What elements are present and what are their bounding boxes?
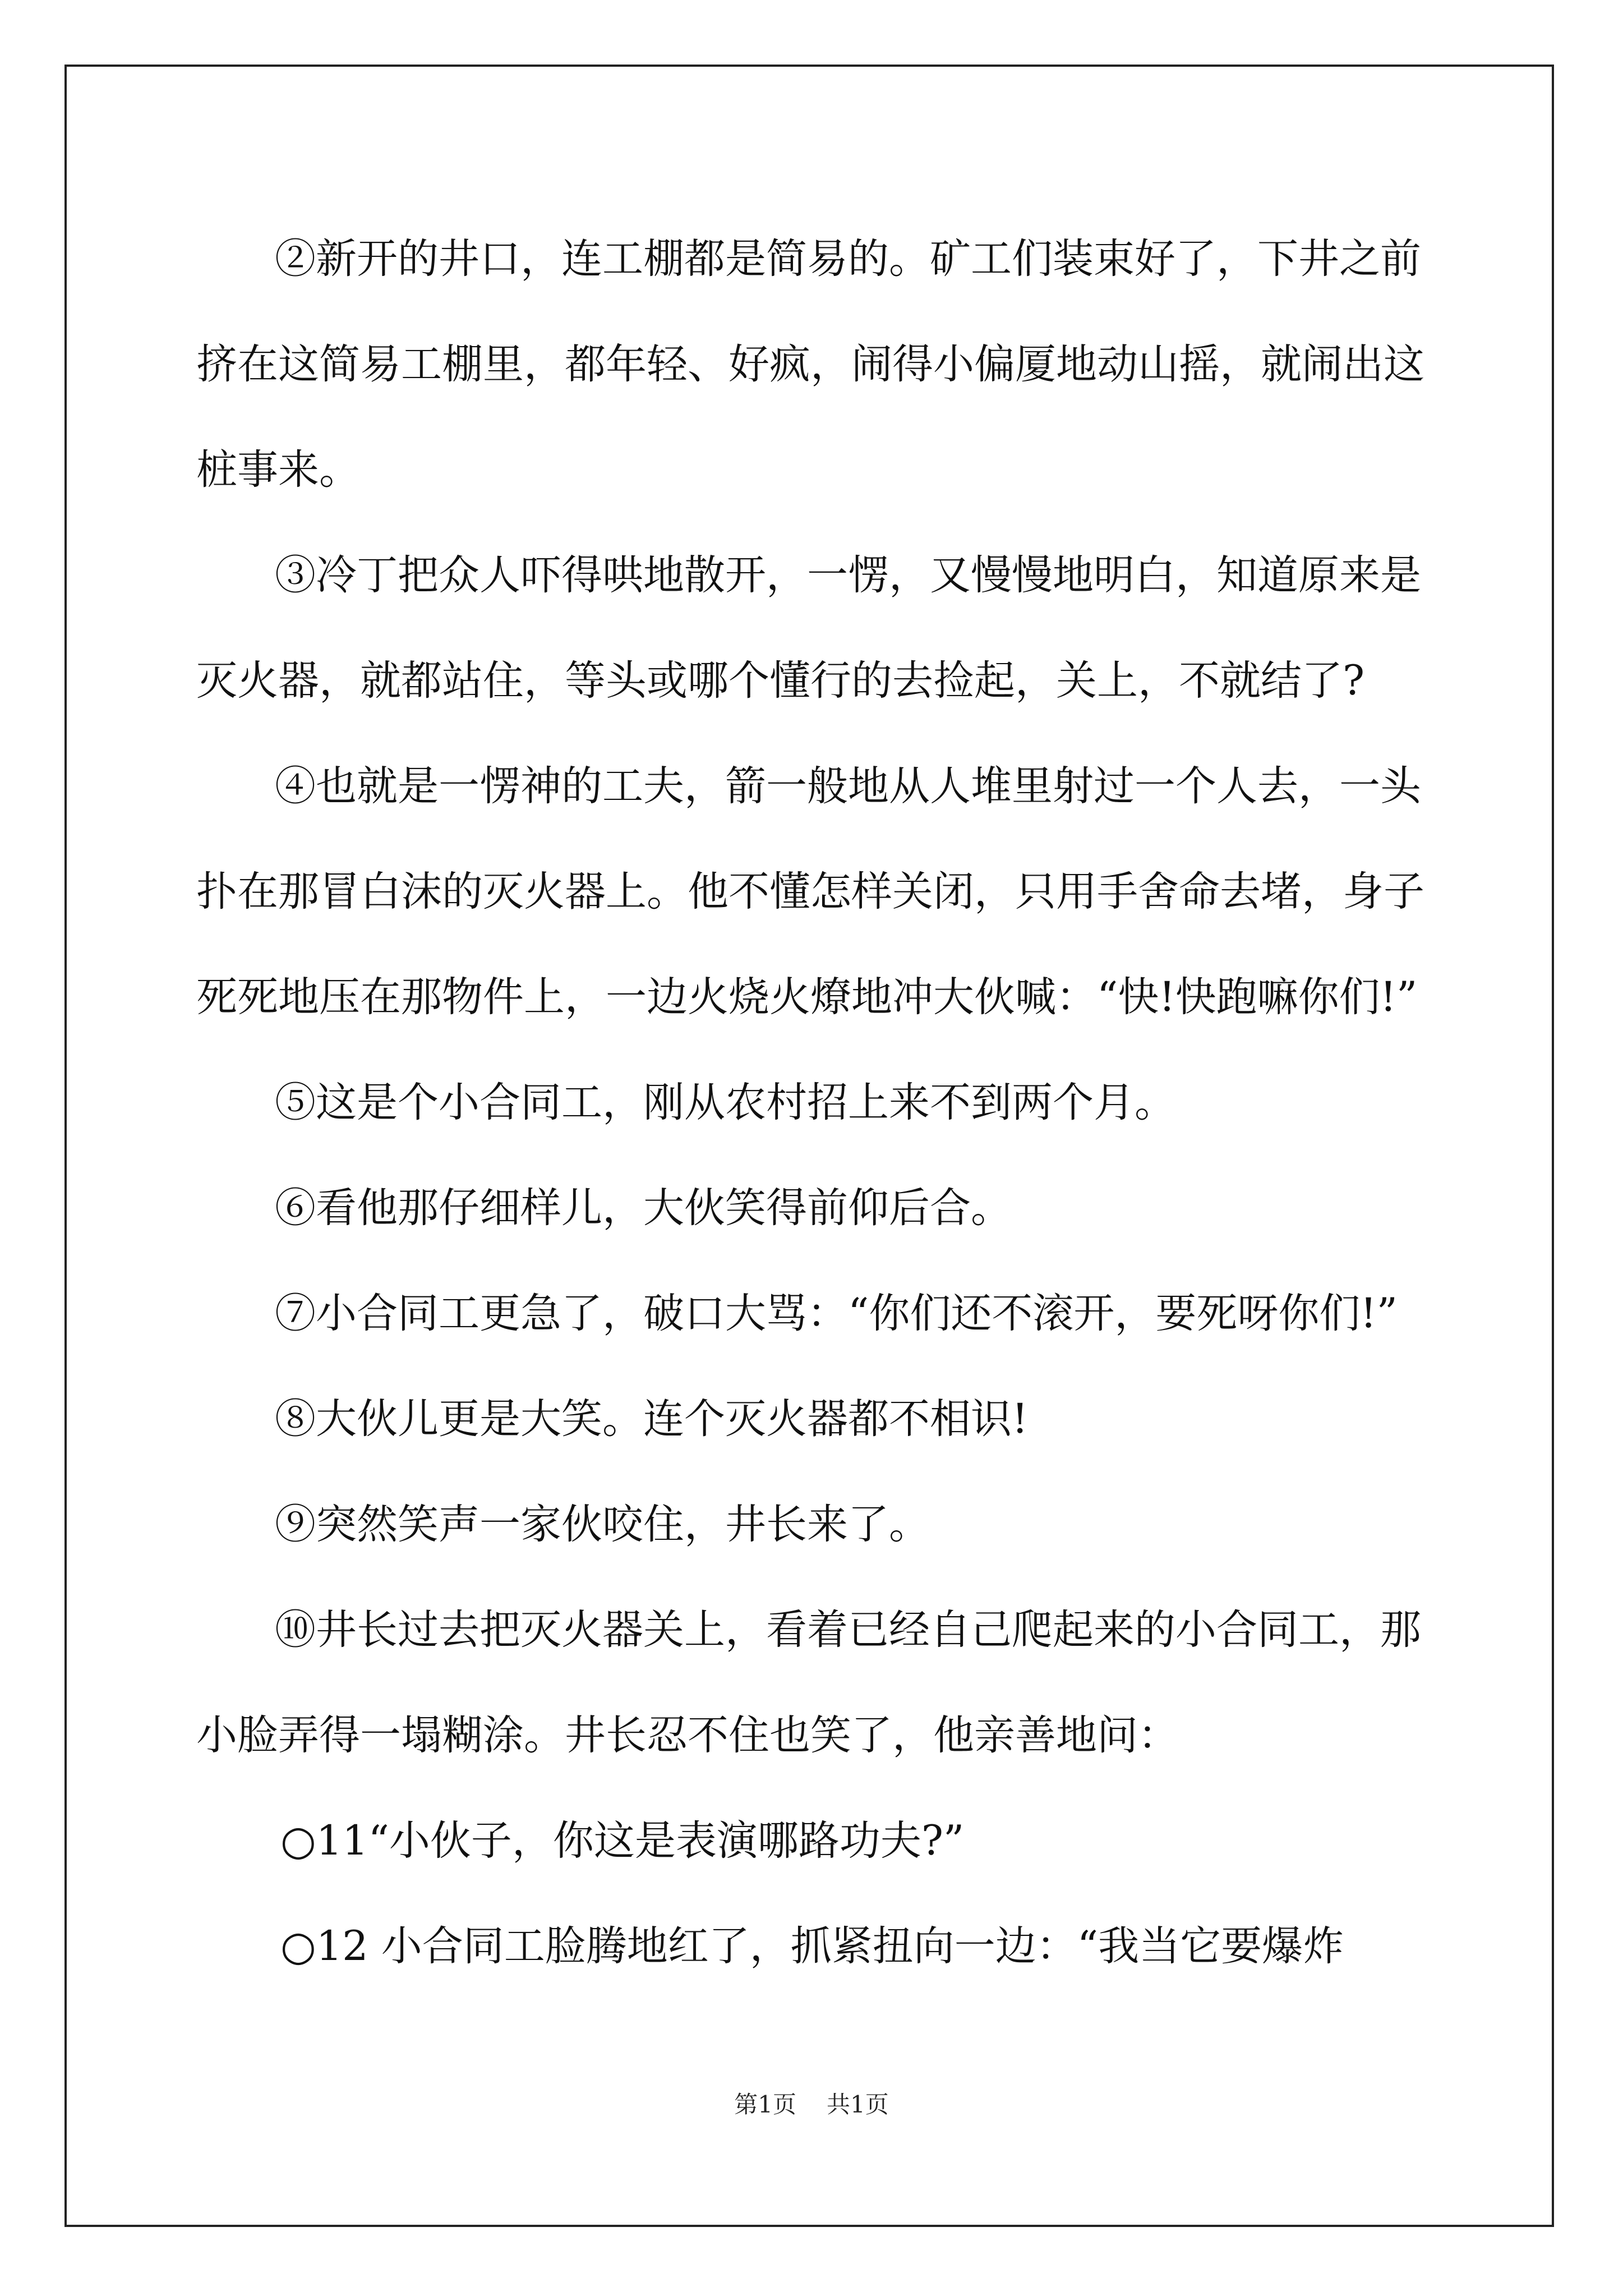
paragraph-12-line-1: ○12 小合同工脸腾地红了，抓紧扭向一边：“我当它要爆炸 [280,1922,1344,1970]
paragraph-3-line-1: ③冷丁把众人吓得哄地散开，一愣，又慢慢地明白，知道原来是 [275,551,1421,599]
paragraph-5: ⑤这是个小合同工，刚从农村招上来不到两个月。 [275,1079,1175,1126]
paragraph-3-line-2: 灭火器，就都站住，等头或哪个懂行的去捡起，关上，不就结了? [196,657,1365,705]
paragraph-2-line-1: ②新开的井口，连工棚都是简易的。矿工们装束好了，下井之前 [275,235,1421,283]
page-number: 第1页 [734,2091,796,2118]
paragraph-7: ⑦小合同工更急了，破口大骂：“你们还不滚开，要死呀你们!” [275,1290,1398,1337]
paragraph-2-line-2: 挤在这简易工棚里，都年轻、好疯，闹得小偏厦地动山摇，就闹出这 [196,341,1424,388]
paragraph-8: ⑧大伙儿更是大笑。连个灭火器都不相识! [275,1395,1029,1443]
paragraph-11: ○11“小伙子，你这是表演哪路功夫?” [280,1817,965,1865]
paragraph-6: ⑥看他那仔细样儿，大伙笑得前仰后合。 [275,1184,1012,1232]
paragraph-4-line-3: 死死地压在那物件上，一边火烧火燎地冲大伙喊：“快!快跑嘛你们!” [196,973,1418,1021]
paragraph-10-line-1: ⑩井长过去把灭火器关上，看着已经自己爬起来的小合同工，那 [275,1606,1421,1654]
paragraph-10-line-2: 小脸弄得一塌糊涂。井长忍不住也笑了，他亲善地问： [196,1711,1179,1759]
page-total: 共1页 [827,2091,889,2118]
paragraph-9: ⑨突然笑声一家伙咬住，井长来了。 [275,1501,930,1548]
document-body [196,206,1430,1999]
page-footer [0,2088,1623,2122]
paragraph-4-line-1: ④也就是一愣神的工夫，箭一般地从人堆里射过一个人去，一头 [275,762,1421,810]
paragraph-4-line-2: 扑在那冒白沫的灭火器上。他不懂怎样关闭，只用手舍命去堵，身子 [196,868,1424,915]
paragraph-2-line-3: 桩事来。 [196,446,360,494]
